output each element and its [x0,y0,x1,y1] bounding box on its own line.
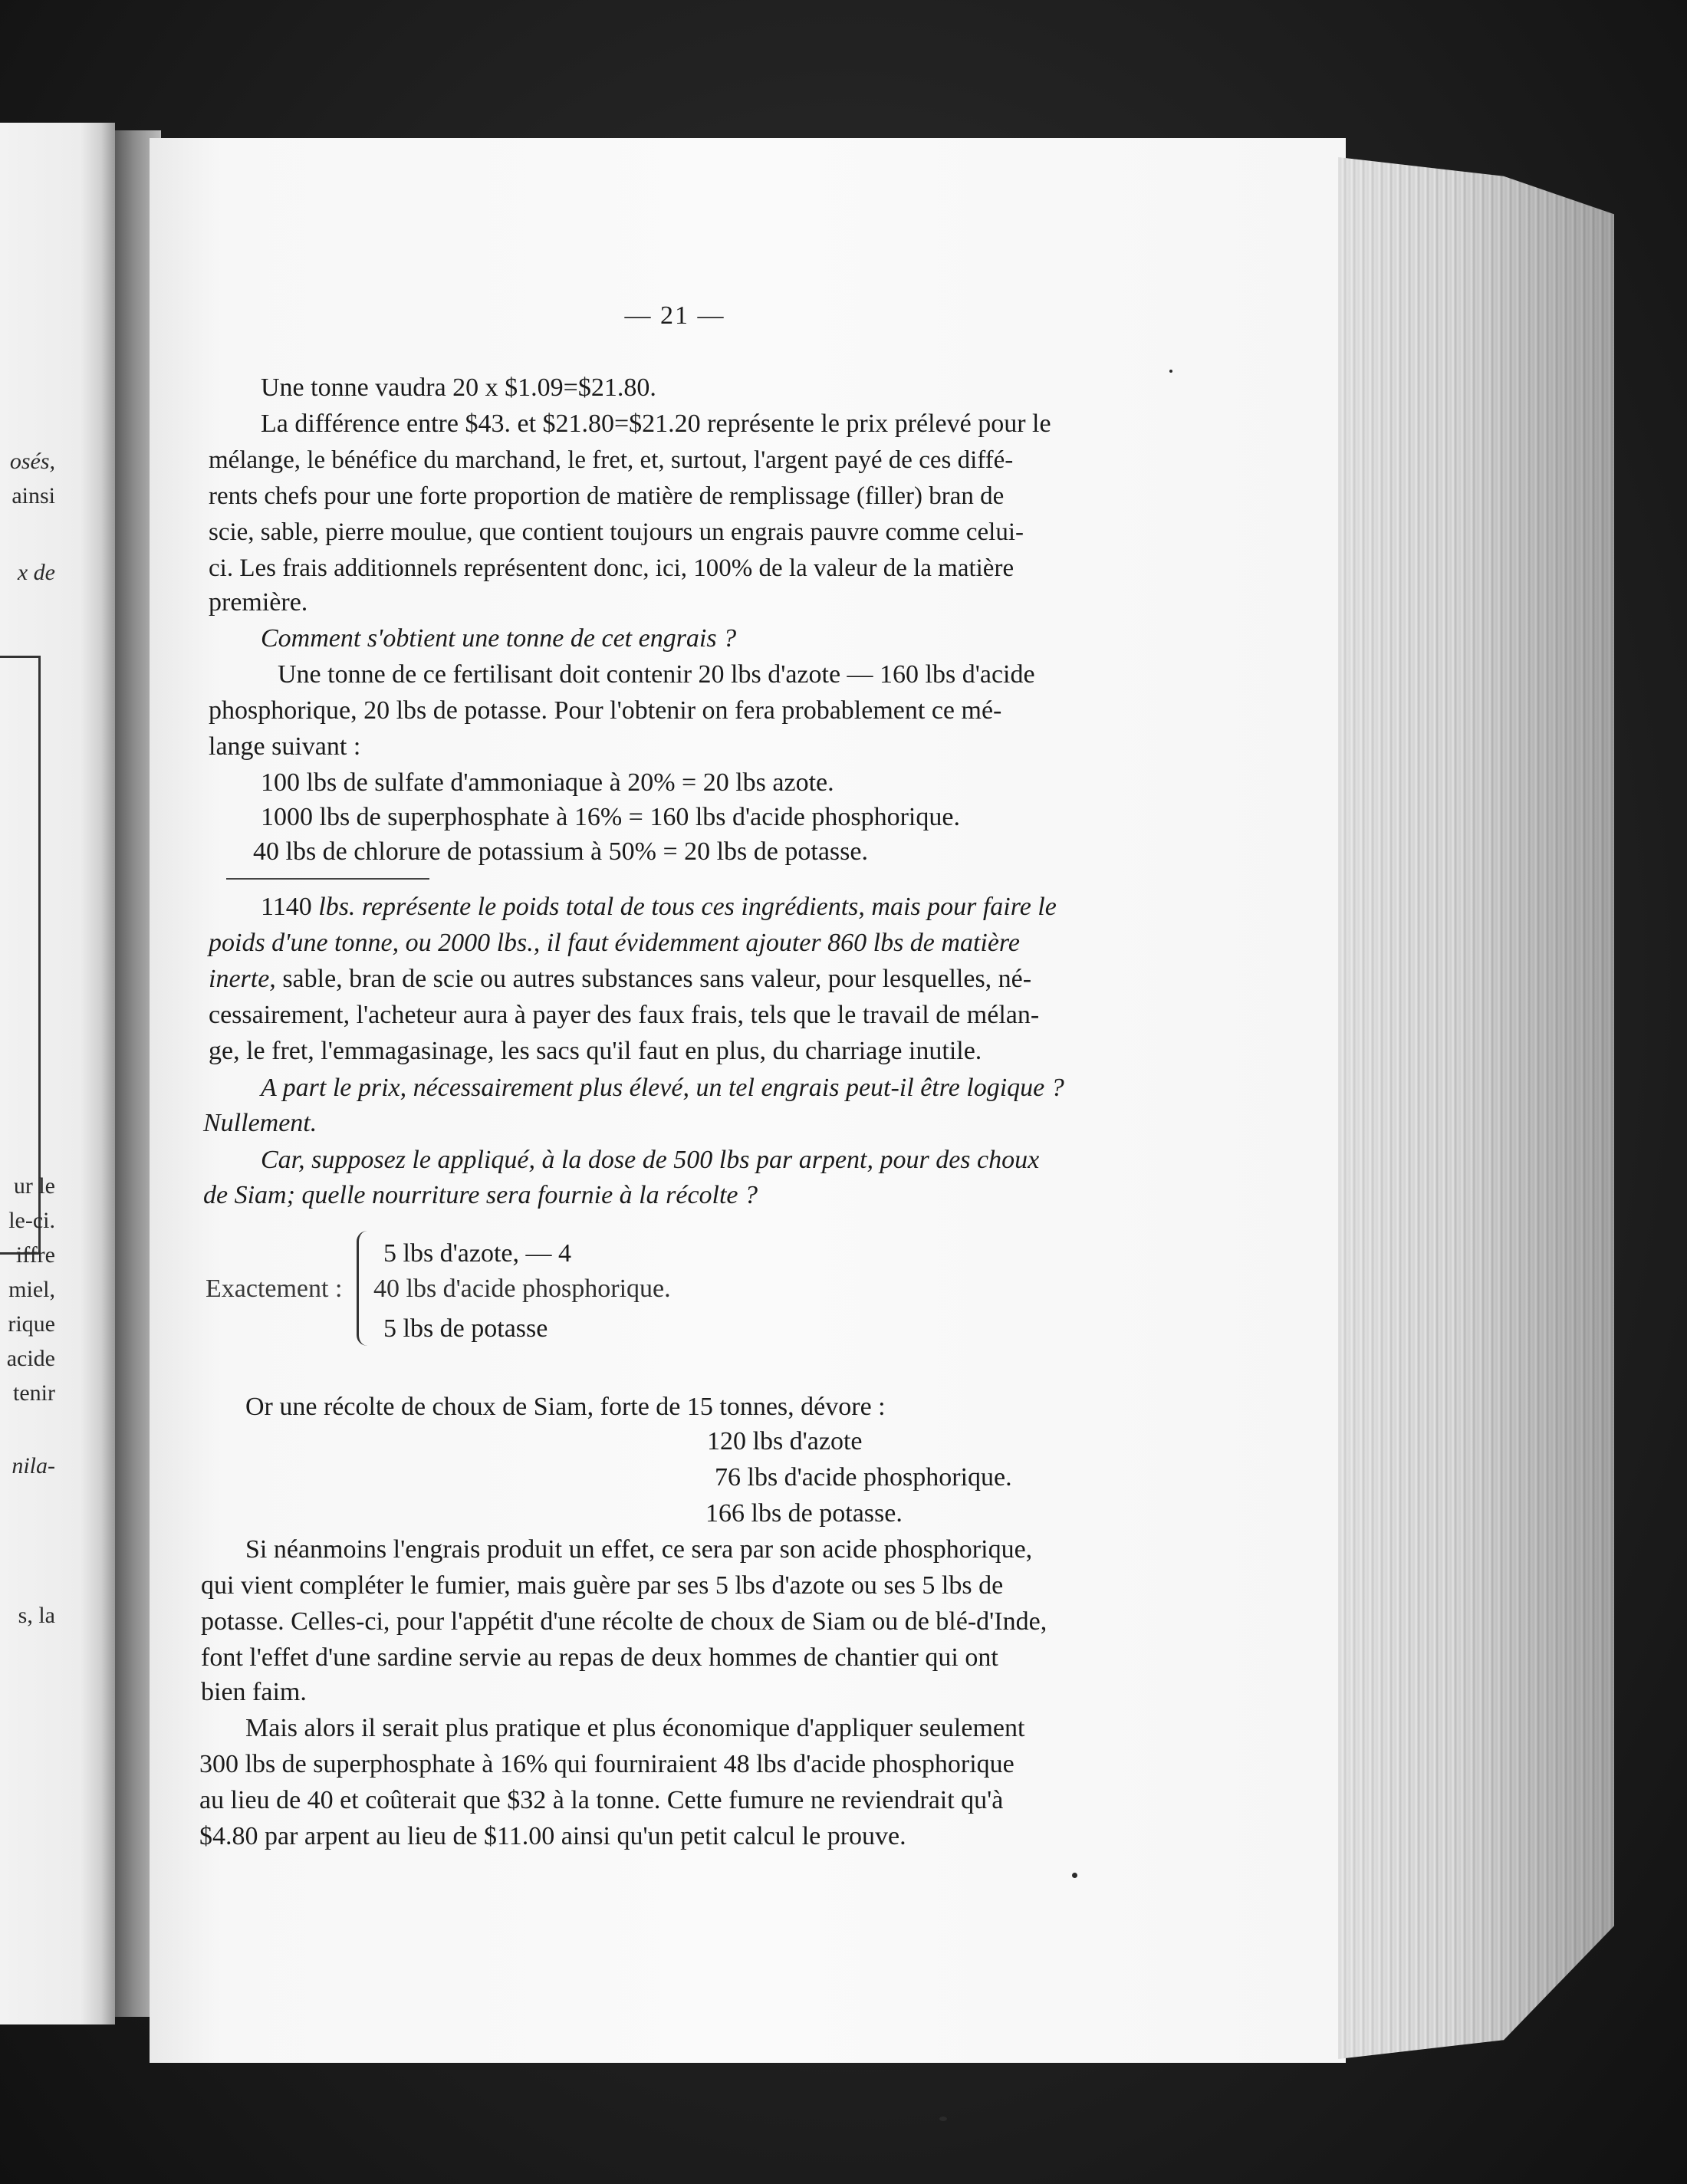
text-line: lange suivant : [209,732,361,761]
curly-brace [357,1231,373,1346]
left-fragment: rique [8,1311,55,1337]
italic-question: Car, supposez le appliqué, à la dose de 500 lbs par arpent, pour des choux [261,1146,1040,1174]
recolte-item: 76 lbs d'acide phosphorique. [715,1463,1012,1492]
text-line: Une tonne vaudra 20 x $1.09=$21.80. [261,373,656,402]
italic-question: A part le prix, nécessairement plus élevé, un tel engrais peut-il être logique ? [261,1074,1064,1102]
left-page-box [0,656,41,1255]
text-line: rents chefs pour une forte proportion de matière de remplissage (filler) bran de [209,482,1005,510]
text-line: poids d'une tonne, ou 2000 lbs., il faut évidemment ajouter 860 lbs de matière [209,929,1020,957]
speck [1169,370,1172,373]
text-line: Or une récolte de choux de Siam, forte de 15 tonnes, dévore : [245,1393,886,1421]
exactement-label: Exactement : [206,1275,343,1303]
speck [939,2117,947,2121]
inerte-word: inerte, [209,965,276,993]
text-line: $4.80 par arpent au lieu de $11.00 ainsi qu'un petit calcul le prouve. [199,1822,906,1850]
mixture-line: 40 lbs de chlorure de potassium à 50% = 20 lbs de potasse. [253,837,868,866]
text-line: mélange, le bénéfice du marchand, le fret, et, surtout, l'argent payé de ces diffé- [209,446,1014,474]
recolte-item: 166 lbs de potasse. [705,1499,903,1528]
brace-item: 5 lbs de potasse [383,1314,548,1343]
text-line: Mais alors il serait plus pratique et plus économique d'appliquer seulement [245,1714,1025,1742]
text-line [209,962,1031,997]
total-weight: 1140 [261,893,312,921]
speck [1072,1873,1077,1878]
text-line: Si néanmoins l'engrais produit un effet, ce sera par son acide phosphorique, [245,1535,1033,1564]
left-fragment: s, la [18,1603,55,1628]
text-line: ci. Les frais additionnels représentent donc, ici, 100% de la valeur de la matière [209,554,1015,582]
left-fragment: tenir [13,1380,55,1406]
page-edges [1338,157,1614,2059]
text-line: scie, sable, pierre moulue, que contient toujours un engrais pauvre comme celui- [209,518,1024,546]
text-line: qui vient compléter le fumier, mais guère par ses 5 lbs d'azote ou ses 5 lbs de [201,1571,1004,1600]
inerte-rest: sable, bran de scie ou autres substances sans valeur, pour lesquelles, né- [275,965,1032,993]
total-rest: lbs. représente le poids total de tous ces ingrédients, mais pour faire le [311,893,1057,921]
left-fragment: iffre [15,1242,55,1268]
left-fragment: ur le [13,1173,55,1199]
italic-answer: Nullement. [203,1109,317,1137]
left-fragment: x de [17,560,55,585]
text-line: potasse. Celles-ci, pour l'appétit d'une récolte de choux de Siam ou de blé-d'Inde, [201,1607,1047,1636]
text-line: La différence entre $43. et $21.80=$21.20 représente le prix prélevé pour le [261,410,1051,438]
text-line: ge, le fret, l'emmagasinage, les sacs qu'il faut en plus, du charriage inutile. [209,1037,982,1065]
left-fragment: le-ci. [8,1208,55,1233]
italic-question: Comment s'obtient une tonne de cet engrais ? [261,624,737,653]
brace-item: 5 lbs d'azote, — 4 [383,1239,572,1268]
left-fragment: miel, [8,1277,55,1302]
italic-question: de Siam; quelle nourriture sera fournie à la récolte ? [203,1181,758,1209]
left-fragment: osés, [9,449,55,474]
recolte-item: 120 lbs d'azote [707,1427,863,1455]
text-line: Une tonne de ce fertilisant doit contenir 20 lbs d'azote — 160 lbs d'acide [278,660,1035,689]
text-line: première. [209,588,308,617]
text-line: bien faim. [201,1678,307,1706]
brace-item: 40 lbs d'acide phosphorique. [373,1275,671,1303]
sum-rule [226,878,429,880]
text-line: au lieu de 40 et coûterait que $32 à la tonne. Cette fumure ne reviendrait qu'à [199,1786,1004,1814]
previous-page [0,123,115,2024]
text-line [261,890,1057,925]
text-line: cessairement, l'acheteur aura à payer des faux frais, tels que le travail de mélan- [209,1001,1040,1029]
text-line: phosphorique, 20 lbs de potasse. Pour l'obtenir on fera probablement ce mé- [209,696,1002,725]
text-line: 300 lbs de superphosphate à 16% qui fourniraient 48 lbs d'acide phosphorique [199,1750,1015,1778]
mixture-line: 1000 lbs de superphosphate à 16% = 160 lbs d'acide phosphorique. [261,803,960,831]
left-fragment: acide [6,1346,55,1371]
mixture-line: 100 lbs de sulfate d'ammoniaque à 20% = 20 lbs azote. [261,768,834,797]
left-fragment: ainsi [12,483,55,508]
page-number: — 21 — [624,301,725,330]
left-fragment: nila- [12,1453,55,1478]
text-line: font l'effet d'une sardine servie au repas de deux hommes de chantier qui ont [201,1643,998,1672]
